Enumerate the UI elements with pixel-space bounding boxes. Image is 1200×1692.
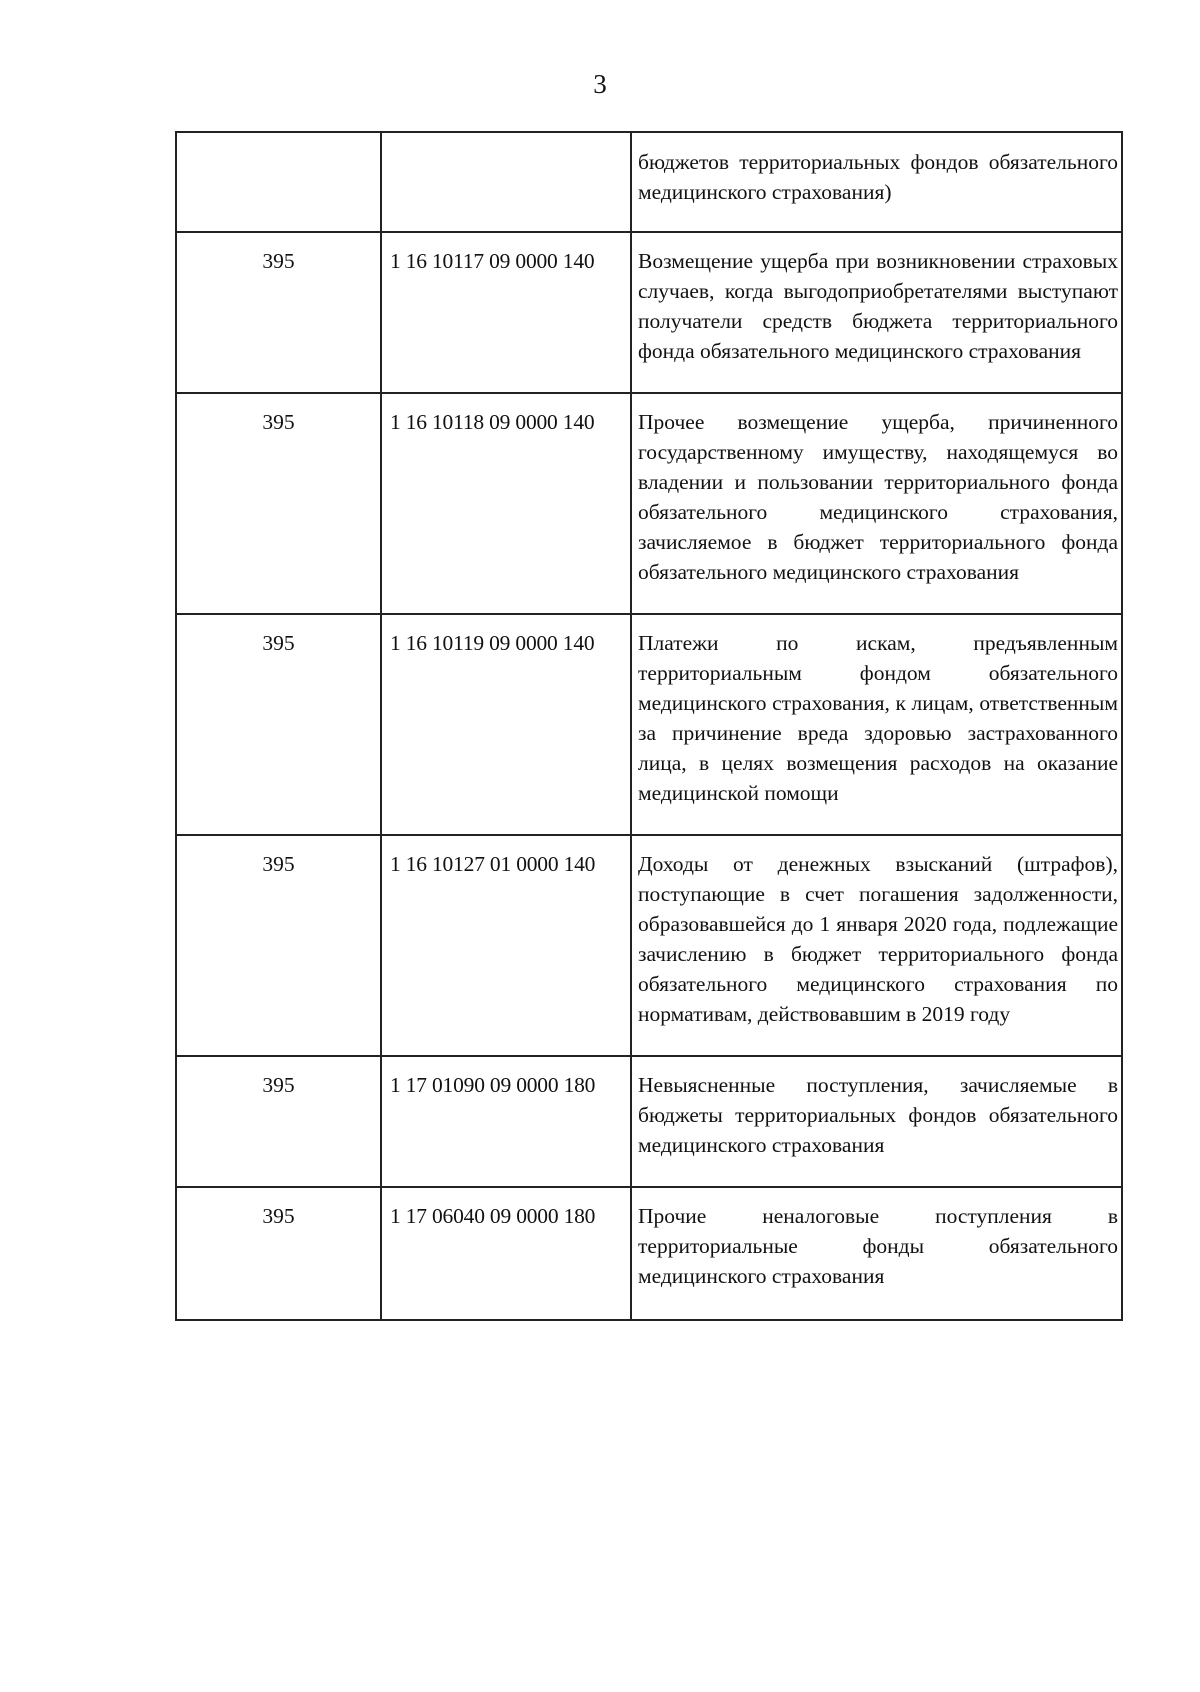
revenue-name-cell: Невыясненные поступления, зачисляемые в бюджеты территориальных фондов обязательного медицинского страхования: [631, 1056, 1122, 1187]
revenue-code-cell: 1 16 10118 09 0000 140: [381, 393, 631, 614]
table-row: [176, 1187, 1122, 1320]
revenue-name-cell: Доходы от денежных взысканий (штрафов), поступающие в счет погашения задолженности, образовавшейся до 1 января 2020 года, подлежащие зачислению в бюджет территориального фонда обязательного медицинского страхования по нормативам, действовавшим в 2019 году: [631, 835, 1122, 1056]
revenue-codes-table: [175, 131, 1123, 1321]
table-row: [176, 835, 1122, 1056]
admin-code-cell: 395: [176, 232, 381, 393]
revenue-code-cell: 1 16 10119 09 0000 140: [381, 614, 631, 835]
table-row: [176, 614, 1122, 835]
revenue-name-cell: Прочее возмещение ущерба, причиненного государственному имуществу, находящемуся во владении и пользовании территориального фонда обязательного медицинского страхования, зачисляемое в бюджет территориального фонда обязательного медицинского страхования: [631, 393, 1122, 614]
table-row: [176, 132, 1122, 232]
revenue-name-cell: бюджетов территориальных фондов обязательного медицинского страхования): [631, 132, 1122, 232]
revenue-code-cell: 1 17 01090 09 0000 180: [381, 1056, 631, 1187]
admin-code-cell: [176, 132, 381, 232]
table-row: [176, 232, 1122, 393]
revenue-name-cell: Возмещение ущерба при возникновении страховых случаев, когда выгодоприобретателями выступают получатели средств бюджета территориального фонда обязательного медицинского страхования: [631, 232, 1122, 393]
revenue-code-cell: 1 16 10127 01 0000 140: [381, 835, 631, 1056]
table-row: [176, 1056, 1122, 1187]
admin-code-cell: 395: [176, 835, 381, 1056]
table-row: [176, 393, 1122, 614]
page-number: 3: [593, 69, 607, 99]
revenue-code-cell: [381, 132, 631, 232]
admin-code-cell: 395: [176, 1187, 381, 1320]
admin-code-cell: 395: [176, 614, 381, 835]
admin-code-cell: 395: [176, 393, 381, 614]
revenue-code-cell: 1 17 06040 09 0000 180: [381, 1187, 631, 1320]
revenue-code-cell: 1 16 10117 09 0000 140: [381, 232, 631, 393]
admin-code-cell: 395: [176, 1056, 381, 1187]
revenue-name-cell: Платежи по искам, предъявленным территориальным фондом обязательного медицинского страхования, к лицам, ответственным за причинение вреда здоровью застрахованного лица, в целях возмещения расходов на оказание медицинской помощи: [631, 614, 1122, 835]
revenue-name-cell: Прочие неналоговые поступления в территориальные фонды обязательного медицинского страхования: [631, 1187, 1122, 1320]
